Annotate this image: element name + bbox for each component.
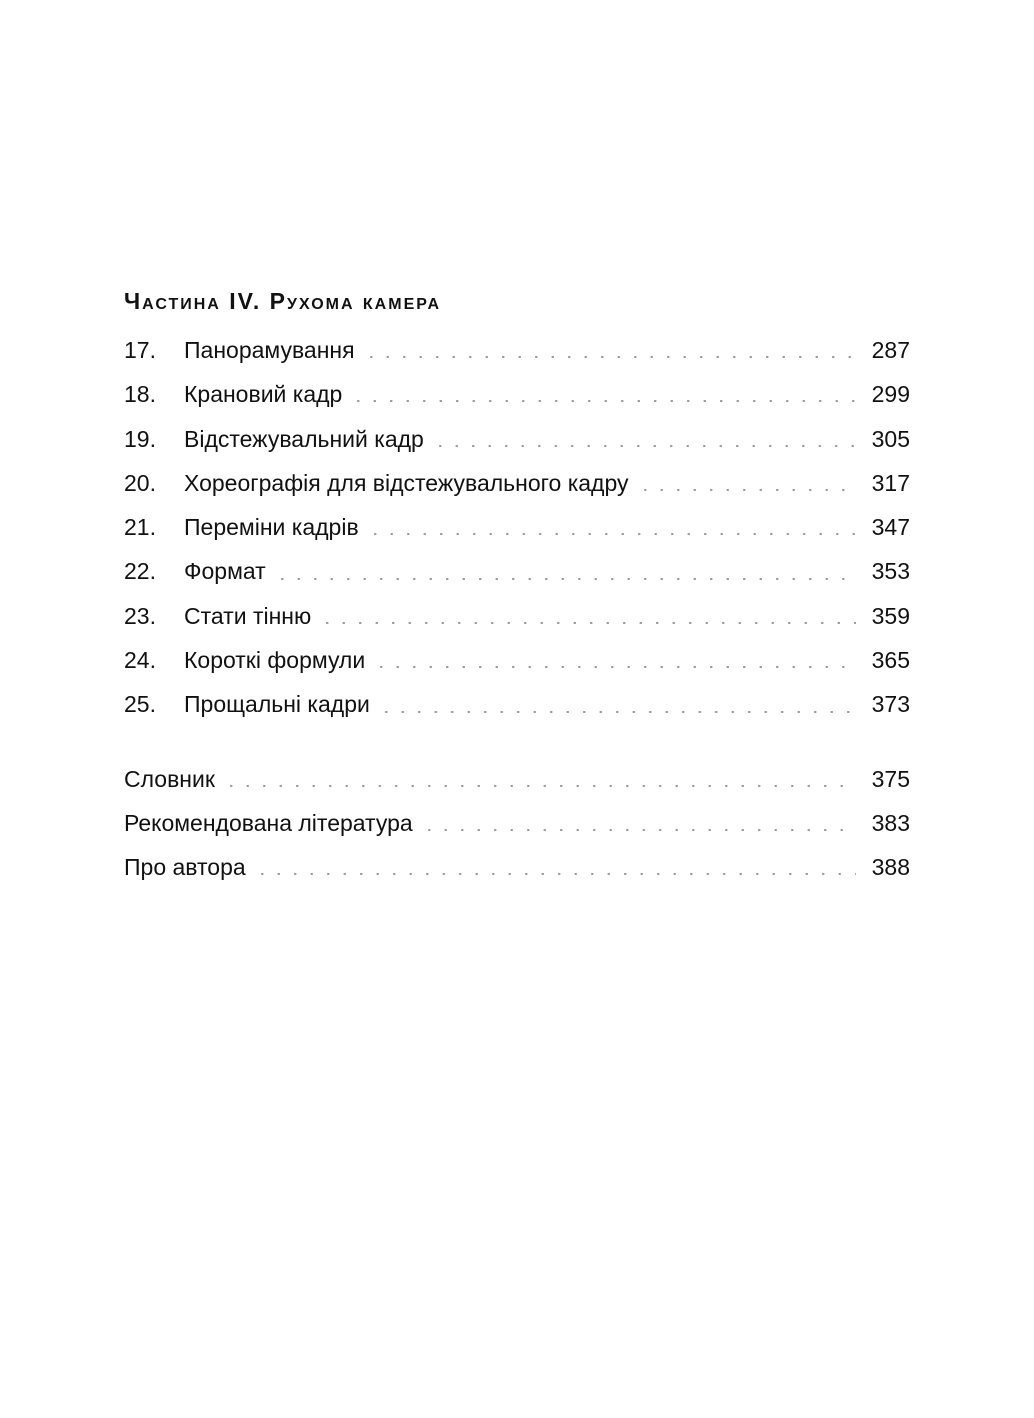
chapter-title: Панорамування [184, 337, 355, 363]
chapter-number: 25. [124, 691, 156, 718]
page-number: 365 [871, 647, 910, 674]
page-number: 388 [871, 854, 910, 881]
dot-leader [350, 400, 856, 402]
chapter-number: 24. [124, 647, 156, 674]
dot-leader [254, 873, 856, 875]
page-number: 359 [871, 602, 910, 629]
page-number: 347 [871, 514, 910, 541]
section-spacer [124, 727, 910, 757]
dot-leader [432, 445, 856, 447]
dot-leader [363, 356, 856, 358]
toc-entry-chapter-18[interactable] [124, 372, 910, 416]
chapter-title: Стати тінню [184, 602, 312, 629]
back-matter-title: Словник [124, 765, 215, 792]
chapter-number: 19. [124, 425, 156, 452]
toc-entry-chapter-23[interactable] [124, 594, 910, 638]
dot-leader [637, 489, 856, 491]
page-number: 353 [871, 558, 910, 585]
chapter-number: 21. [124, 514, 156, 541]
page-number: 305 [871, 425, 910, 452]
dot-leader [319, 622, 856, 624]
back-matter-title: Рекомендована література [124, 809, 413, 836]
toc-entry-glossary[interactable] [124, 757, 910, 801]
dot-leader [223, 785, 856, 787]
chapter-title: Формат [184, 558, 266, 585]
dot-leader [421, 829, 856, 831]
chapter-title: Хореографія для відстежувального кадру [184, 469, 629, 496]
table-of-contents [124, 282, 910, 890]
dot-leader [274, 578, 856, 580]
dot-leader [373, 666, 856, 668]
chapter-title: Переміни кадрів [184, 514, 359, 541]
toc-entry-recommended-reading[interactable] [124, 801, 910, 845]
chapter-number: 22. [124, 558, 156, 585]
part-title: Частина IV. Рухома камера [124, 288, 442, 314]
chapter-title: Крановий кадр [184, 381, 343, 408]
toc-entry-chapter-20[interactable] [124, 461, 910, 505]
chapter-number: 20. [124, 469, 156, 496]
page-number: 373 [871, 691, 910, 718]
chapter-number: 23. [124, 602, 156, 629]
toc-entry-chapter-21[interactable] [124, 505, 910, 549]
page-number: 383 [871, 809, 910, 836]
chapter-title: Відстежувальний кадр [184, 425, 424, 452]
toc-entry-chapter-17[interactable] [124, 328, 910, 372]
chapter-title: Прощальні кадри [184, 691, 370, 718]
dot-leader [367, 533, 856, 535]
toc-entry-chapter-19[interactable] [124, 417, 910, 461]
chapter-title: Короткі формули [184, 647, 366, 674]
page-number: 317 [871, 469, 910, 496]
toc-entry-chapter-24[interactable] [124, 638, 910, 682]
chapter-number: 17. [124, 337, 156, 363]
page-number: 375 [871, 765, 910, 792]
toc-entry-about-author[interactable] [124, 845, 910, 889]
page-number: 299 [871, 381, 910, 408]
toc-entry-chapter-25[interactable] [124, 682, 910, 726]
page-number: 287 [871, 337, 910, 363]
dot-leader [378, 711, 856, 713]
back-matter-title: Про автора [124, 854, 246, 881]
toc-entry-chapter-22[interactable] [124, 549, 910, 593]
chapter-number: 18. [124, 381, 156, 408]
